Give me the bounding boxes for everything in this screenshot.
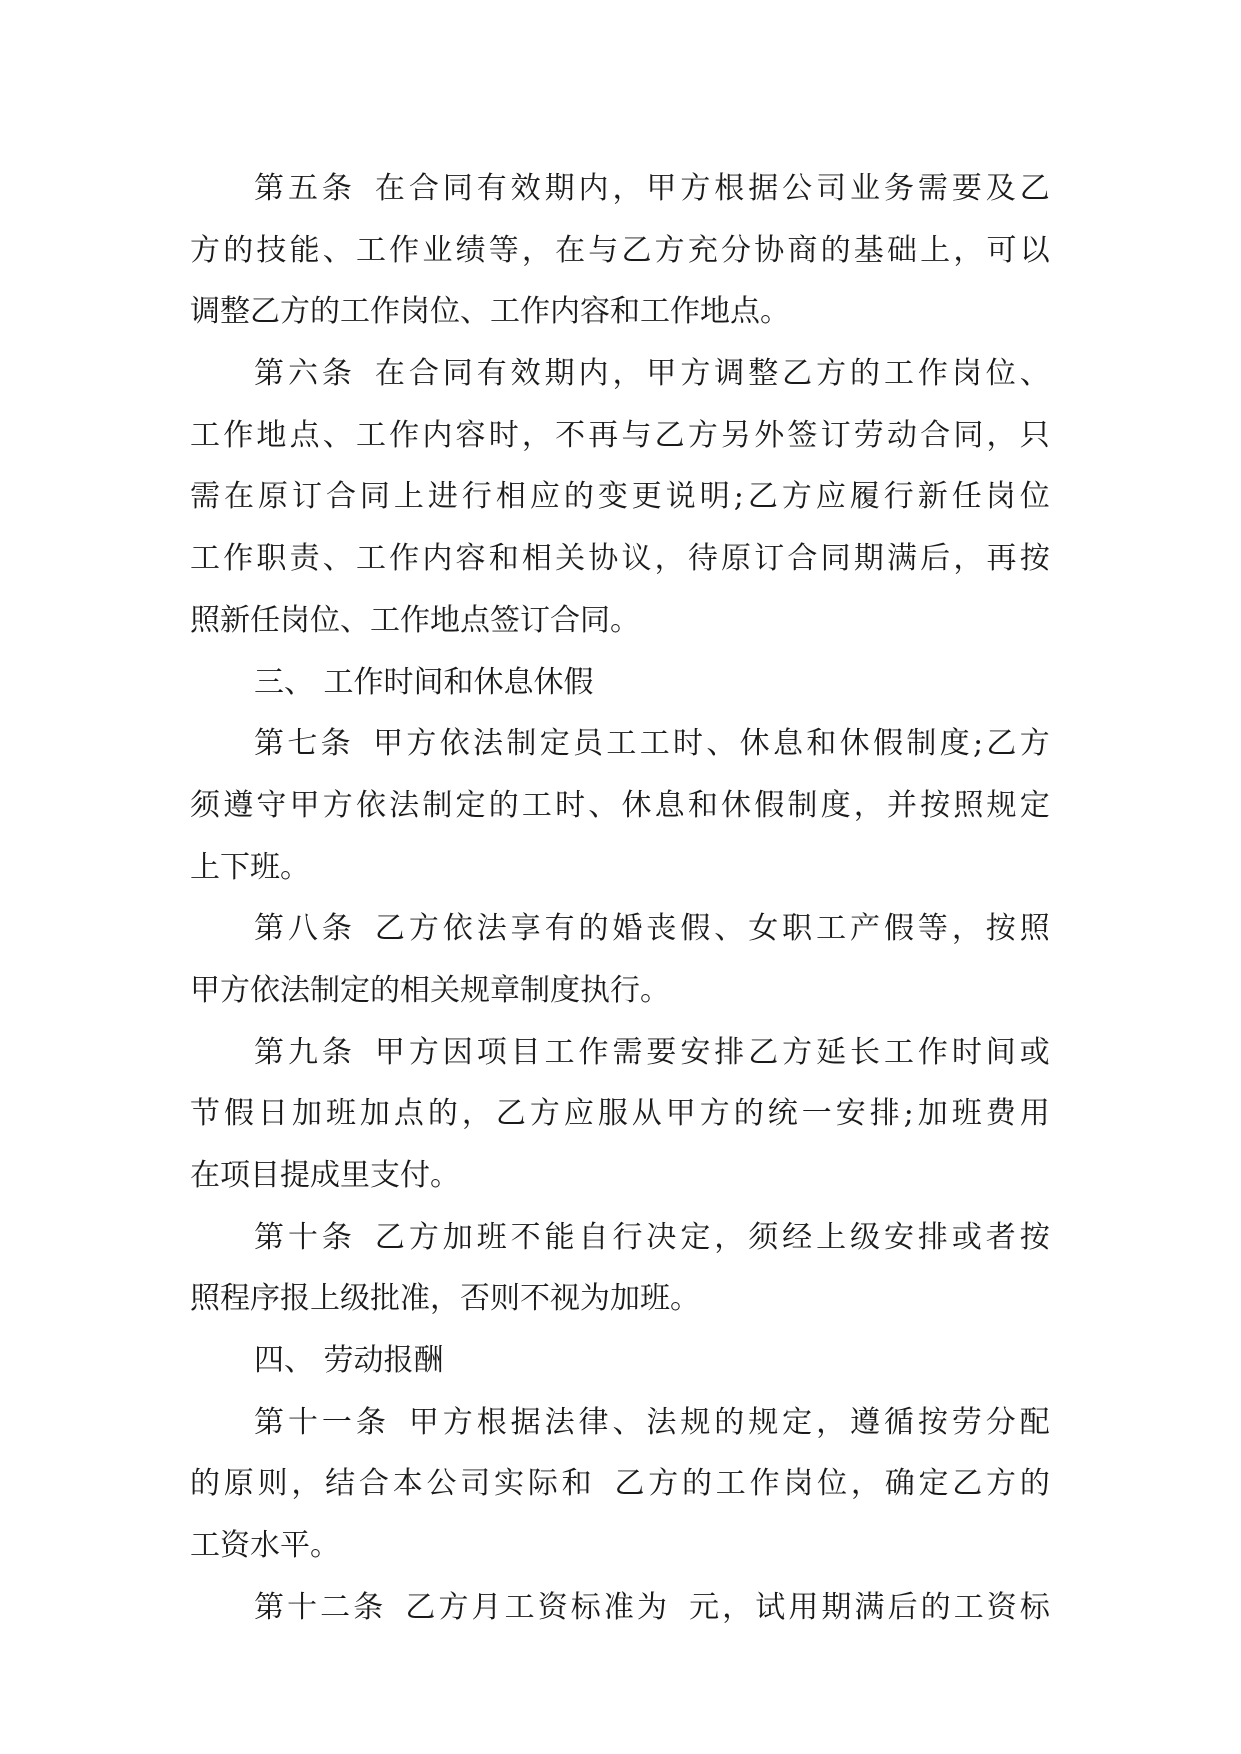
text-line: 在项目提成里支付。 — [190, 1158, 460, 1193]
text-line: 第 十 二 条 乙 方 月 工 资 标 准 为 元 ， 试 用 期 满 后 的 工 资 标 — [254, 1589, 1050, 1625]
text-line: 第 八 条 乙 方 依 法 享 有 的 婚 丧 假 、 女 职 工 产 假 等 ， 按 照 — [254, 911, 1050, 947]
text-line: 四、 劳动报酬 — [254, 1343, 444, 1379]
text-line: 需 在 原 订 合 同 上 进 行 相 应 的 变 更 说 明 ; 乙 方 应 履 行 新 任 岗 位 — [190, 479, 1050, 515]
text-line: 第 七 条 甲 方 依 法 制 定 员 工 工 时 、 休 息 和 休 假 制 度 ; 乙 方 — [254, 726, 1050, 762]
text-line: 调整乙方的工作岗位、工作内容和工作地点。 — [190, 294, 790, 330]
text-line: 第 十 一 条 甲 方 根 据 法 律 、 法 规 的 规 定 ， 遵 循 按 劳 分 配 — [254, 1404, 1050, 1440]
text-line: 第 十 条 乙 方 加 班 不 能 自 行 决 定 ， 须 经 上 级 安 排 或 者 按 — [254, 1219, 1050, 1255]
text-line: 照程序报上级批准，否则不视为加班。 — [190, 1281, 700, 1317]
text-line: 方 的 技 能 、 工 作 业 绩 等 ， 在 与 乙 方 充 分 协 商 的 基 础 上 ， 可 以 — [190, 232, 1050, 268]
text-line: 第 五 条 在 合 同 有 效 期 内 ， 甲 方 根 据 公 司 业 务 需 要 及 乙 — [254, 171, 1050, 206]
text-line: 须 遵 守 甲 方 依 法 制 定 的 工 时 、 休 息 和 休 假 制 度 ， 并 按 照 规 定 — [190, 787, 1050, 823]
text-line: 第 九 条 甲 方 因 项 目 工 作 需 要 安 排 乙 方 延 长 工 作 时 间 或 — [254, 1034, 1050, 1070]
document-body — [190, 158, 1050, 1639]
text-line: 工 作 地 点 、 工 作 内 容 时 ， 不 再 与 乙 方 另 外 签 订 劳 动 合 同 ， 只 — [190, 417, 1050, 453]
text-line: 的 原 则 ， 结 合 本 公 司 实 际 和 乙 方 的 工 作 岗 位 ， 确 定 乙 方 的 — [190, 1466, 1050, 1502]
text-line: 照新任岗位、工作地点签订合同。 — [190, 602, 640, 638]
text-line: 第 六 条 在 合 同 有 效 期 内 ， 甲 方 调 整 乙 方 的 工 作 岗 位 、 — [254, 356, 1050, 392]
text-line: 甲方依法制定的相关规章制度执行。 — [190, 972, 670, 1008]
text-line: 节 假 日 加 班 加 点 的 ， 乙 方 应 服 从 甲 方 的 统 一 安 排 ; 加 班 费 用 — [190, 1096, 1050, 1132]
text-line: 工 作 职 责 、 工 作 内 容 和 相 关 协 议 ， 待 原 订 合 同 期 满 后 ， 再 按 — [190, 541, 1050, 577]
text-line: 上下班。 — [190, 849, 310, 885]
text-line: 工资水平。 — [190, 1528, 340, 1564]
text-line: 三、 工作时间和休息休假 — [254, 664, 594, 700]
